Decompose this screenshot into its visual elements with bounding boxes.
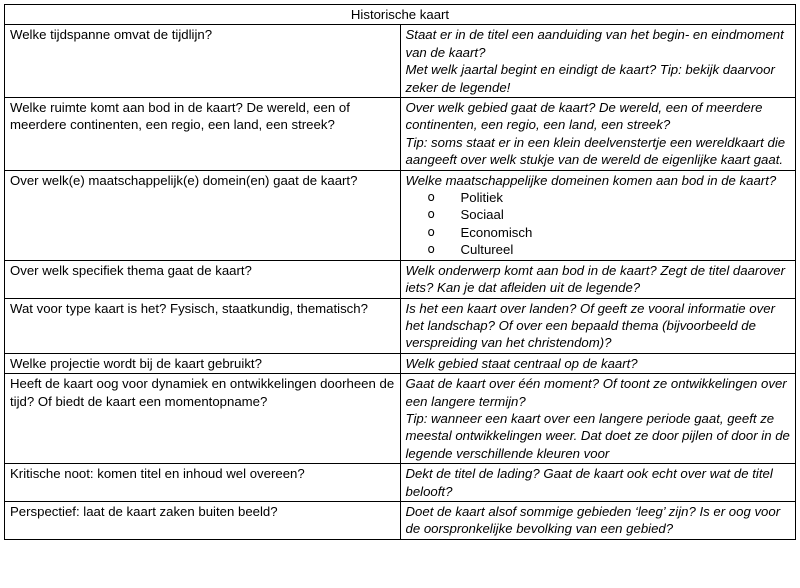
table-row xyxy=(5,501,796,539)
answer-line: Doet de kaart alsof sommige gebieden ‘leeg’ zijn? Is er oog voor de oorspronkelijke bevolking van een gebied? xyxy=(405,503,781,537)
table-row xyxy=(5,353,796,373)
table-row xyxy=(5,98,796,171)
answer-cell xyxy=(400,98,796,171)
list-item-label: Sociaal xyxy=(460,207,504,223)
question-cell: Wat voor type kaart is het? Fysisch, staatkundig, thematisch? xyxy=(5,298,401,353)
table-row xyxy=(5,25,796,98)
question-cell: Perspectief: laat de kaart zaken buiten beeld? xyxy=(5,501,401,539)
circle-bullet-icon: o xyxy=(427,242,435,257)
answer-cell xyxy=(400,260,796,298)
answer-cell xyxy=(400,501,796,539)
answer-cell xyxy=(400,25,796,98)
answer-line: Over welk gebied gaat de kaart? De wereld, een of meerdere continenten, een regio, een land, een streek? xyxy=(405,100,763,133)
answer-line: Dekt de titel de lading? Gaat de kaart ook echt over wat de titel belooft? xyxy=(405,466,773,499)
document-page xyxy=(4,4,796,540)
list-item-label: Politiek xyxy=(460,190,504,206)
table-row xyxy=(5,260,796,298)
answer-line: Is het een kaart over landen? Of geeft ze vooral informatie over het landschap? Of over een bepaald thema (bijvoorbeeld de verspreiding van het christendom)? xyxy=(405,300,775,351)
question-cell: Over welk specifiek thema gaat de kaart? xyxy=(5,260,401,298)
list-item-label: Economisch xyxy=(460,224,533,240)
question-cell: Heeft de kaart oog voor dynamiek en ontwikkelingen doorheen de tijd? Of biedt de kaart een momentopname? xyxy=(5,374,401,464)
domain-list xyxy=(406,189,791,259)
table-header-row xyxy=(5,5,796,25)
list-item xyxy=(428,189,791,206)
answer-line: Staat er in de titel een aanduiding van het begin- en eindmoment van de kaart? xyxy=(405,27,784,60)
table-row xyxy=(5,464,796,502)
table-title: Historische kaart xyxy=(5,5,796,25)
list-item xyxy=(428,241,791,258)
table-row xyxy=(5,374,796,464)
question-cell: Welke ruimte komt aan bod in de kaart? De wereld, een of meerdere continenten, een regio, een land, een streek? xyxy=(5,98,401,171)
answer-line: Welke maatschappelijke domeinen komen aan bod in de kaart? xyxy=(405,172,777,188)
answer-line: Met welk jaartal begint en eindigt de kaart? Tip: bekijk daarvoor zeker de legende! xyxy=(405,62,775,95)
answer-line: Tip: soms staat er in een klein deelvenstertje een wereldkaart die aangeeft over welk stukje van de wereld de eigenlijke kaart gaat. xyxy=(405,134,786,168)
circle-bullet-icon: o xyxy=(427,190,435,205)
answer-cell xyxy=(400,374,796,464)
answer-cell xyxy=(400,353,796,373)
historische-kaart-table xyxy=(4,4,796,540)
answer-line: Tip: wanneer een kaart over een langere periode gaat, geeft ze meestal ontwikkelingen weer. Dat doet ze door pijlen of door in de legende verschillende kleuren voor xyxy=(405,410,790,461)
circle-bullet-icon: o xyxy=(427,224,435,239)
question-cell: Welke tijdspanne omvat de tijdlijn? xyxy=(5,25,401,98)
answer-line: Gaat de kaart over één moment? Of toont ze ontwikkelingen over een langere termijn? xyxy=(405,376,787,409)
answer-cell xyxy=(400,298,796,353)
answer-line: Welk onderwerp komt aan bod in de kaart? Zegt de titel daarover iets? Kan je dat afleiden uit de legende? xyxy=(405,262,785,296)
answer-cell xyxy=(400,170,796,260)
table-row xyxy=(5,298,796,353)
list-item xyxy=(428,224,791,241)
list-item xyxy=(428,206,791,223)
list-item-label: Cultureel xyxy=(460,242,514,258)
answer-line: Welk gebied staat centraal op de kaart? xyxy=(405,355,638,371)
table-row xyxy=(5,170,796,260)
answer-cell xyxy=(400,464,796,502)
question-cell: Kritische noot: komen titel en inhoud wel overeen? xyxy=(5,464,401,502)
question-cell: Over welk(e) maatschappelijk(e) domein(en) gaat de kaart? xyxy=(5,170,401,260)
circle-bullet-icon: o xyxy=(427,207,435,222)
question-cell: Welke projectie wordt bij de kaart gebruikt? xyxy=(5,353,401,373)
